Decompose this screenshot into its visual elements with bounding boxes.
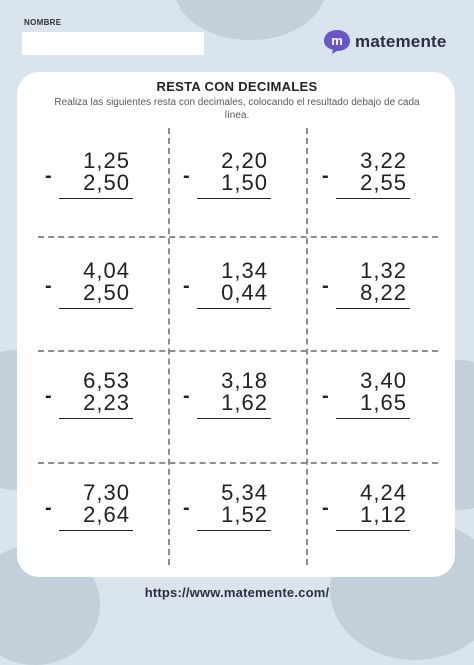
subtrahend: 1,52 [221, 502, 268, 527]
subtrahend: 2,50 [83, 170, 130, 195]
subtrahend: 2,64 [83, 502, 130, 527]
minuend: 3,40 [360, 368, 407, 393]
subtraction-problem [183, 370, 303, 440]
grid-divider-vertical [306, 128, 308, 565]
minus-sign: - [183, 497, 190, 519]
minuend: 2,20 [221, 148, 268, 173]
answer-line[interactable] [336, 198, 410, 199]
minuend: 3,18 [221, 368, 268, 393]
minuend: 6,53 [83, 368, 130, 393]
minus-sign: - [322, 165, 329, 187]
subtraction-problem [322, 370, 442, 440]
brand-logo [323, 29, 447, 55]
minus-sign: - [45, 275, 52, 297]
subtraction-problem [183, 260, 303, 330]
grid-divider-horizontal [38, 350, 438, 352]
minus-sign: - [183, 165, 190, 187]
minus-sign: - [183, 275, 190, 297]
name-field[interactable] [22, 32, 204, 55]
answer-line[interactable] [59, 198, 133, 199]
answer-line[interactable] [197, 308, 271, 309]
subtrahend: 8,22 [360, 280, 407, 305]
minus-sign: - [45, 385, 52, 407]
minuend: 4,24 [360, 480, 407, 505]
worksheet-title: RESTA CON DECIMALES [156, 79, 318, 94]
subtrahend: 2,55 [360, 170, 407, 195]
subtraction-problem [322, 260, 442, 330]
subtraction-problem [322, 150, 442, 220]
subtrahend: 1,50 [221, 170, 268, 195]
subtraction-problem [322, 482, 442, 552]
minus-sign: - [45, 497, 52, 519]
answer-line[interactable] [59, 530, 133, 531]
minuend: 5,34 [221, 480, 268, 505]
answer-line[interactable] [197, 530, 271, 531]
answer-line[interactable] [197, 198, 271, 199]
answer-line[interactable] [59, 308, 133, 309]
name-label: NOMBRE [24, 18, 62, 27]
subtraction-problem [45, 150, 165, 220]
minus-sign: - [322, 275, 329, 297]
subtrahend: 2,23 [83, 390, 130, 415]
answer-line[interactable] [197, 418, 271, 419]
grid-divider-horizontal [38, 236, 438, 238]
answer-line[interactable] [336, 530, 410, 531]
minuend: 1,25 [83, 148, 130, 173]
website-link[interactable]: https://www.matemente.com/ [144, 585, 330, 600]
subtrahend: 0,44 [221, 280, 268, 305]
minus-sign: - [45, 165, 52, 187]
answer-line[interactable] [336, 418, 410, 419]
minuend: 1,34 [221, 258, 268, 283]
minus-sign: - [183, 385, 190, 407]
minuend: 1,32 [360, 258, 407, 283]
svg-text:m: m [331, 33, 343, 48]
subtrahend: 2,50 [83, 280, 130, 305]
minus-sign: - [322, 497, 329, 519]
grid-divider-vertical [168, 128, 170, 565]
subtraction-problem [183, 150, 303, 220]
subtrahend: 1,65 [360, 390, 407, 415]
minuend: 3,22 [360, 148, 407, 173]
answer-line[interactable] [59, 418, 133, 419]
subtrahend: 1,62 [221, 390, 268, 415]
minuend: 4,04 [83, 258, 130, 283]
subtraction-problem [183, 482, 303, 552]
subtrahend: 1,12 [360, 502, 407, 527]
brand-name: matemente [355, 32, 447, 51]
answer-line[interactable] [336, 308, 410, 309]
minuend: 7,30 [83, 480, 130, 505]
worksheet-instructions: Realiza las siguientes resta con decimales, colocando el resultado debajo de cada línea. [54, 97, 420, 121]
subtraction-problem [45, 370, 165, 440]
m-logo-icon [323, 29, 351, 55]
subtraction-problem [45, 260, 165, 330]
minus-sign: - [322, 385, 329, 407]
grid-divider-horizontal [38, 462, 438, 464]
subtraction-problem [45, 482, 165, 552]
